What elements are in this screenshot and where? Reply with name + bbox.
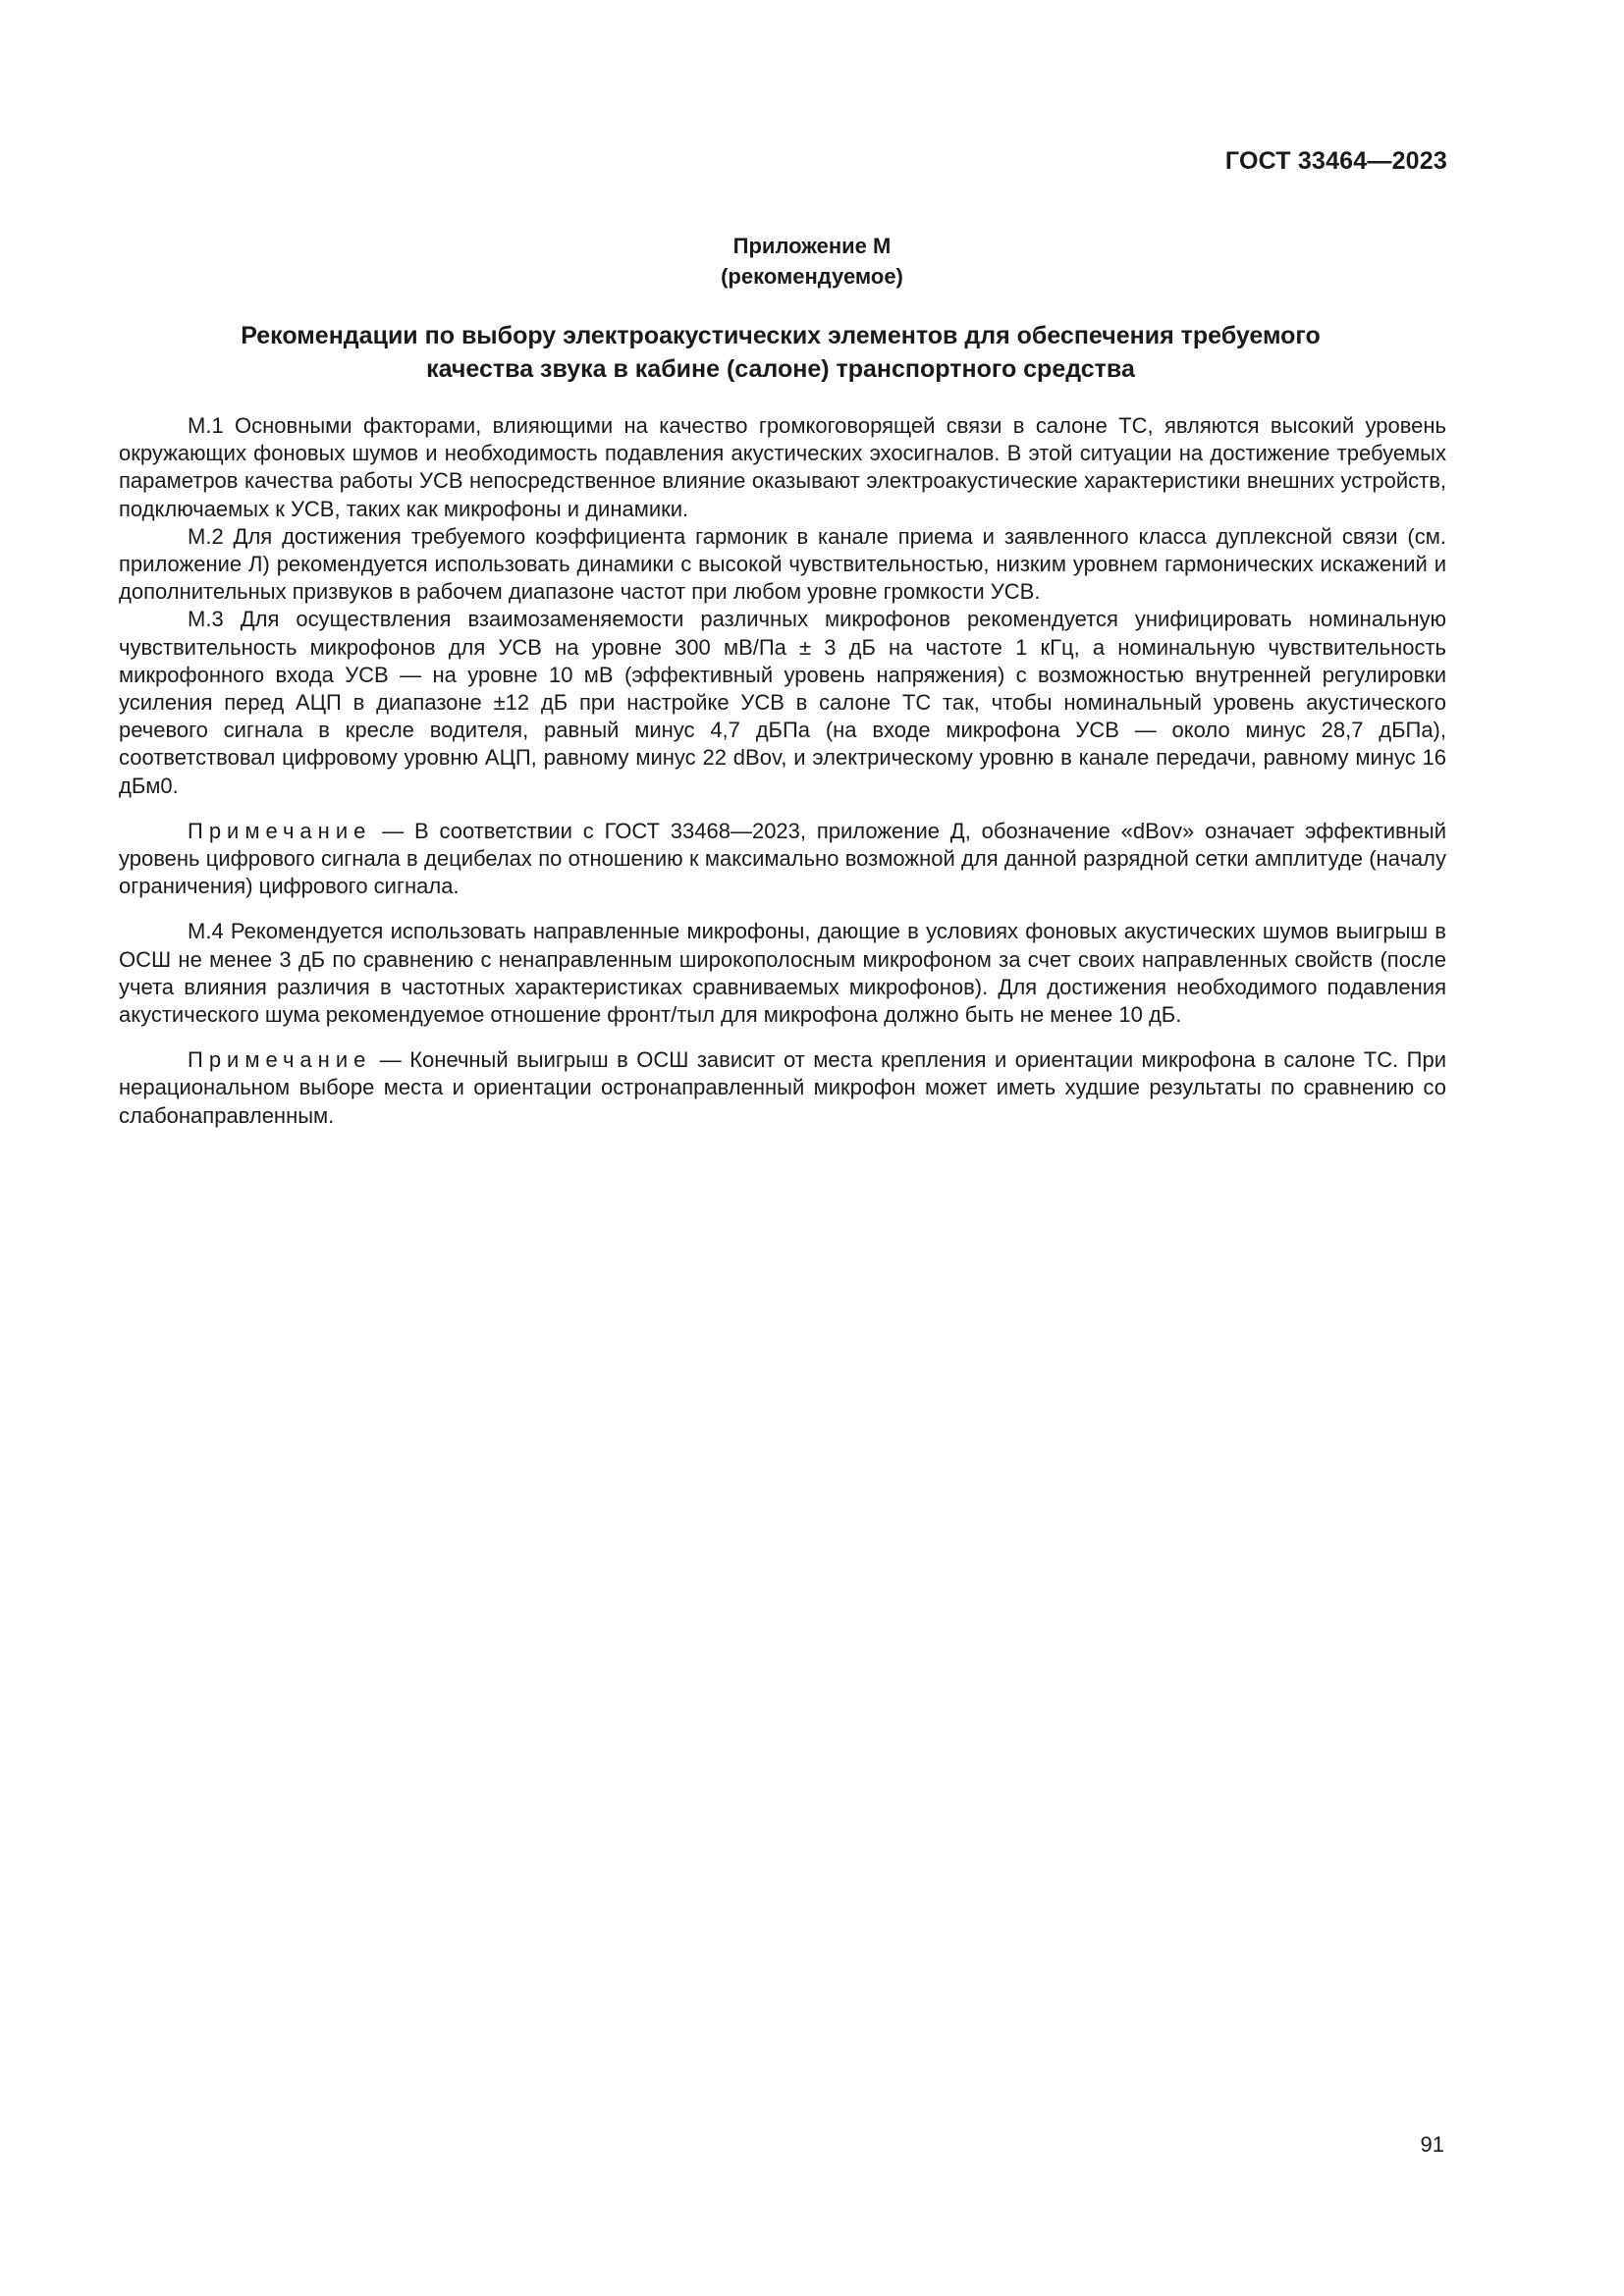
standard-designation: ГОСТ 33464—2023 — [1224, 147, 1447, 175]
note-2-label: Примечание — [188, 1047, 372, 1073]
annex-title: Приложение М — [732, 234, 892, 258]
section-title-line-1: Рекомендации по выбору электроакустических элементов для обеспечения требуемого — [241, 322, 1321, 349]
paragraph-m4: М.4 Рекомендуется использовать направленные микрофоны, дающие в условиях фоновых акустических шумов выигрыш в ОСШ не менее 3 дБ по сравнению с ненаправленным широкополосным микрофоном за счет своих направленных свойств (после учета влияния различия в частотных характеристиках сравниваемых микрофонов). Для достижения необходимого подавления акустического шума рекомендуемое отношение фронт/тыл для микрофона должно быть не менее 10 дБ. — [119, 919, 1446, 1028]
annex-heading — [0, 231, 1624, 292]
annex-status: (рекомендуемое) — [721, 264, 903, 289]
section-title-line-2: качества звука в кабине (салоне) транспортного средства — [426, 355, 1135, 383]
paragraph-m3: М.3 Для осуществления взаимозаменяемости различных микрофонов рекомендуется унифицировать номинальную чувствительность микрофонов для УСВ на уровне 300 мВ/Па ± 3 дБ на частоте 1 кГц, а номинальную чувствительность микрофонного входа УСВ — на уровне 10 мВ (эффективный уровень напряжения) с возможностью внутренней регулировки усиления перед АЦП в диапазоне ±12 дБ при настройке УСВ в салоне ТС так, чтобы номинальный уровень акустического речевого сигнала в кресле водителя, равный минус 4,7 дБПа (на входе микрофона УСВ — около минус 28,7 дБПа), соответствовал цифровому уровню АЦП, равному минус 22 dBov, и электрическому уровню в канале передачи, равному минус 16 дБм0. — [119, 607, 1446, 798]
note-1-text: — В соответствии с ГОСТ 33468—2023, приложение Д, обозначение «dBov» означает эффективный уровень цифрового сигнала в децибелах по отношению к максимально возможной для данной разрядной сетки амплитуде (началу ограничения) цифрового сигнала. — [119, 818, 1446, 899]
section-title — [147, 319, 1414, 386]
note-2 — [119, 1046, 1446, 1130]
note-1 — [119, 818, 1446, 901]
note-1-label: Примечание — [188, 818, 372, 843]
body-text — [119, 412, 1446, 1130]
paragraph-m1: М.1 Основными факторами, влияющими на качество громкоговорящей связи в салоне ТС, являются высокий уровень окружающих фоновых шумов и необходимость подавления акустических эхосигналов. В этой ситуации на достижение требуемых параметров качества работы УСВ непосредственное влияние оказывают электроакустические характеристики внешних устройств, подключаемых к УСВ, таких как микрофоны и динамики. — [119, 413, 1446, 521]
note-2-text: — Конечный выигрыш в ОСШ зависит от места крепления и ориентации микрофона в салоне ТС. При нерациональном выборе места и ориентации остронаправленный микрофон может иметь худшие результаты по сравнению со слабонаправленным. — [119, 1047, 1446, 1128]
page-number: 91 — [1420, 2132, 1444, 2157]
paragraph-m2: М.2 Для достижения требуемого коэффициента гармоник в канале приема и заявленного класса дуплексной связи (см. приложение Л) рекомендуется использовать динамики с высокой чувствительностью, низким уровнем гармонических искажений и дополнительных призвуков в рабочем диапазоне частот при любом уровне громкости УСВ. — [119, 523, 1446, 605]
